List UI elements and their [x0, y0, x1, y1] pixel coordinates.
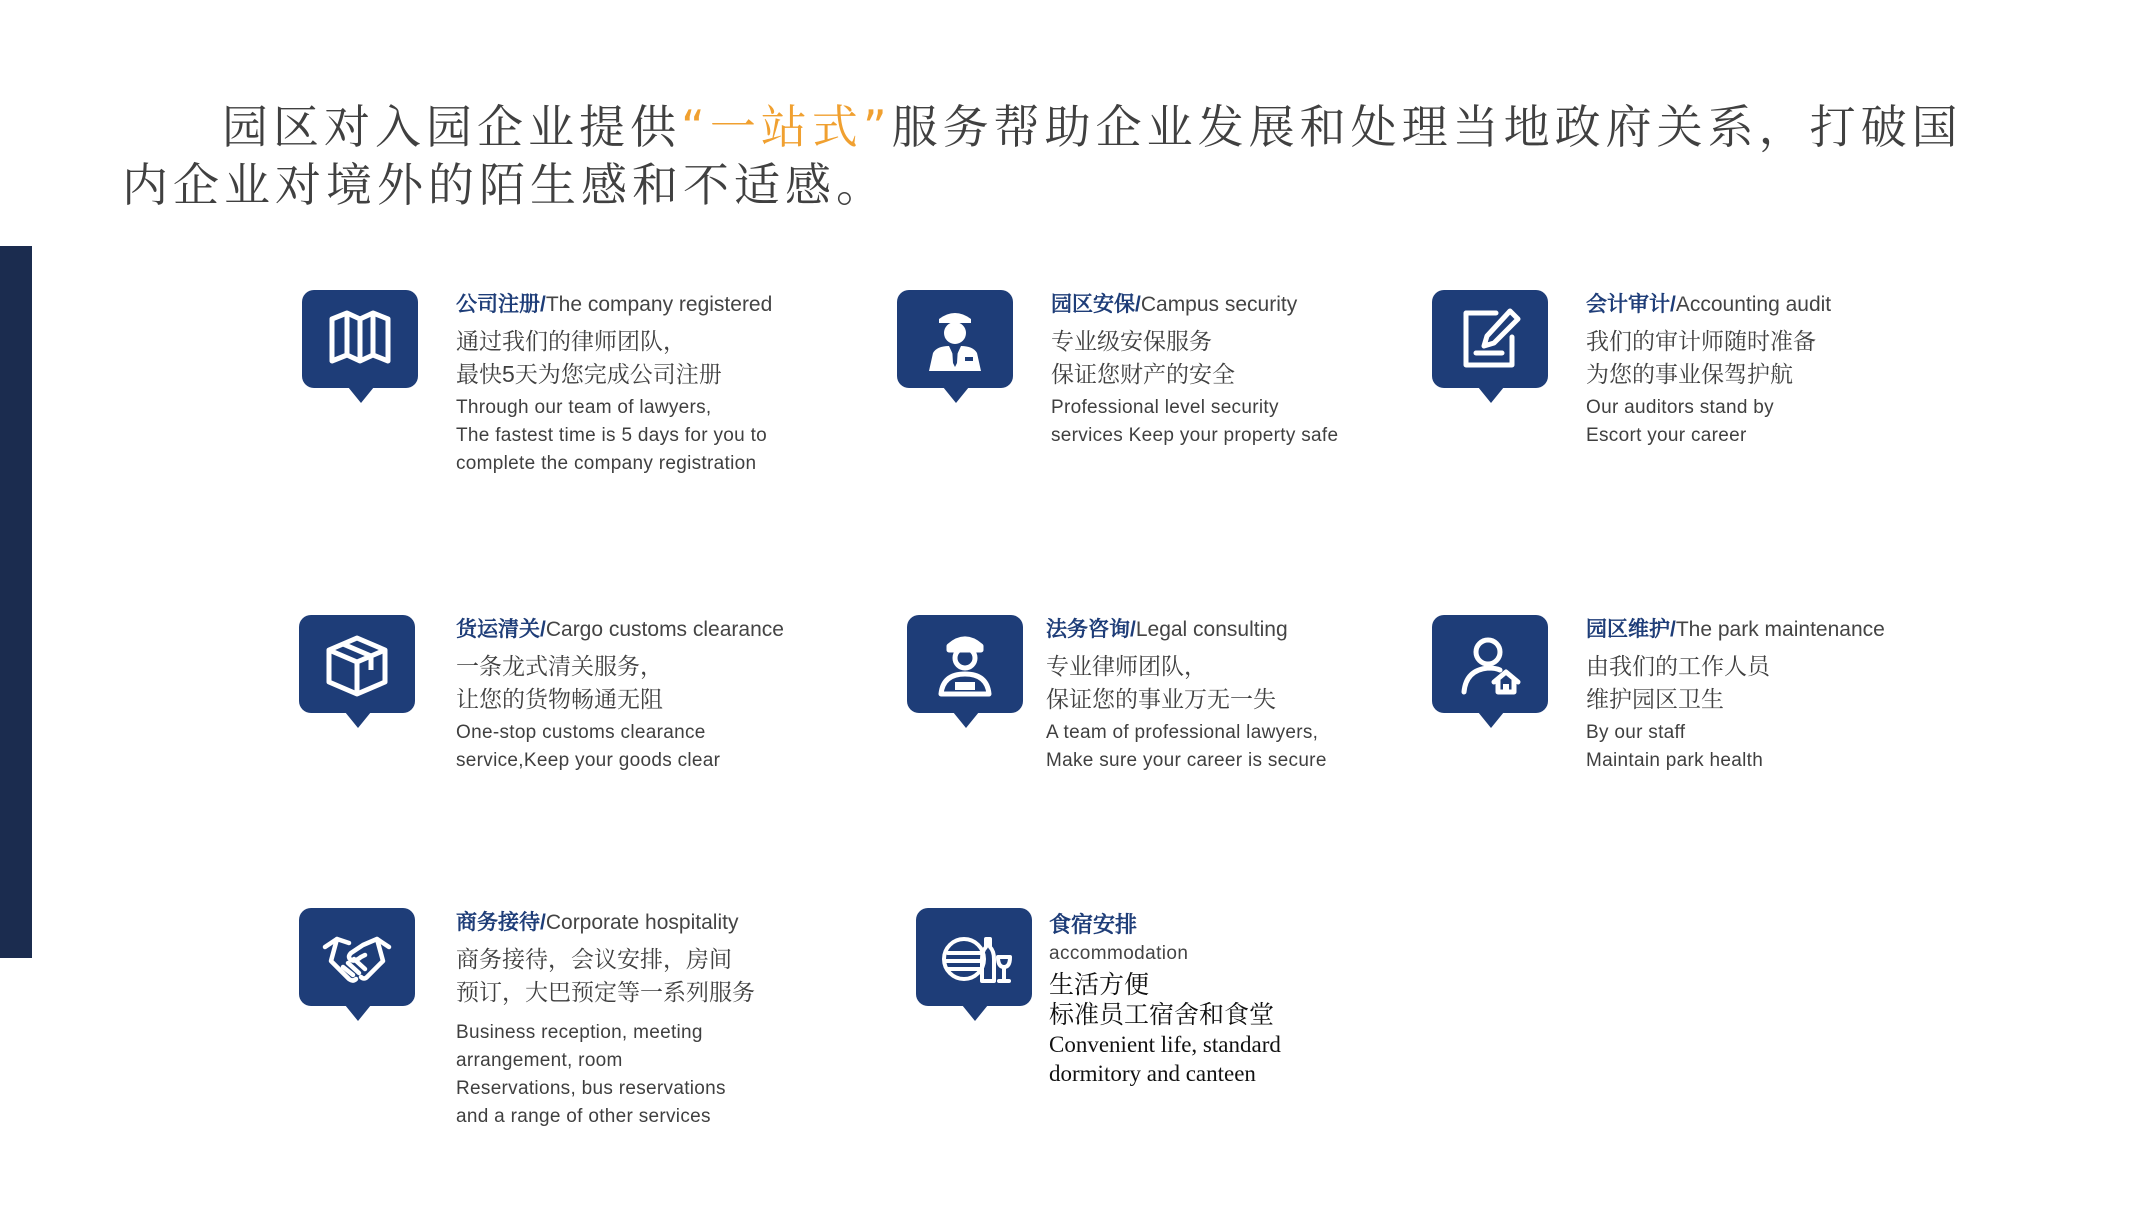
accommodation-desc-en: Convenient life, standard — [1049, 1032, 1281, 1057]
service-desc-en: Through our team of lawyers, — [456, 397, 712, 418]
service-desc-en: Business reception, meeting — [456, 1022, 703, 1043]
service-desc-cn: 专业级安保服务 — [1051, 328, 1212, 354]
service-desc-en: complete the company registration — [456, 453, 757, 474]
service-desc-cn: 保证您财产的安全 — [1051, 361, 1235, 387]
service-title-en: Accounting audit — [1675, 293, 1832, 316]
service-title-cn: 园区维护/ — [1586, 618, 1676, 641]
service-desc-cn: 维护园区卫生 — [1586, 686, 1724, 712]
service-desc-en: By our staff — [1586, 722, 1686, 743]
service-desc-en: Maintain park health — [1586, 750, 1764, 771]
handshake-icon — [299, 908, 415, 1006]
service-title-cn: 商务接待/ — [456, 911, 546, 934]
service-desc-en: Our auditors stand by — [1586, 397, 1774, 418]
service-desc-en: A team of professional lawyers, — [1046, 722, 1319, 743]
accommodation-desc-cn: 标准员工宿舍和食堂 — [1049, 1001, 1275, 1029]
open-book-icon — [302, 290, 418, 388]
service-desc-cn: 保证您的事业万无一失 — [1046, 686, 1276, 712]
service-title-cn: 法务咨询/ — [1046, 618, 1136, 641]
service-desc-cn: 由我们的工作人员 — [1586, 653, 1770, 679]
edit-document-icon — [1432, 290, 1548, 388]
service-desc-en: Professional level security — [1051, 397, 1279, 418]
dining-icon — [916, 908, 1032, 1006]
service-desc-en: and a range of other services — [456, 1106, 711, 1127]
security-guard-icon — [897, 290, 1013, 388]
left-accent-bar — [0, 246, 32, 958]
service-desc-en: One-stop customs clearance — [456, 722, 706, 743]
service-desc-en: services Keep your property safe — [1051, 425, 1339, 446]
service-title-en: Cargo customs clearance — [545, 618, 784, 641]
accommodation-desc-cn: 生活方便 — [1049, 971, 1150, 999]
service-desc-en: arrangement, room — [456, 1050, 623, 1071]
service-title-en: Campus security — [1140, 293, 1298, 316]
service-title-en: The company registered — [545, 293, 773, 316]
headline-text-start: 园区对入园企业提供 — [222, 100, 681, 154]
service-desc-en: Escort your career — [1586, 425, 1747, 446]
service-title-en: Legal consulting — [1135, 618, 1288, 641]
service-title-en: Corporate hospitality — [545, 911, 739, 934]
service-title-cn: 公司注册/ — [456, 293, 546, 316]
headline — [122, 98, 2002, 214]
service-title-cn: 会计审计/ — [1586, 293, 1676, 316]
service-desc-cn: 一条龙式清关服务， — [456, 653, 663, 679]
service-desc-cn: 通过我们的律师团队， — [456, 328, 686, 354]
service-desc-cn: 专业律师团队， — [1046, 653, 1207, 679]
accommodation-title-cn: 食宿安排 — [1049, 912, 1138, 937]
service-desc-en: Make sure your career is secure — [1046, 750, 1327, 771]
service-desc-en: service,Keep your goods clear — [456, 750, 721, 771]
service-title-cn: 园区安保/ — [1051, 293, 1141, 316]
maintenance-person-icon — [1432, 615, 1548, 713]
service-desc-cn: 最快5天为您完成公司注册 — [456, 361, 722, 387]
accommodation-desc-en: dormitory and canteen — [1049, 1061, 1256, 1086]
service-desc-cn: 商务接待，会议安排，房间 — [456, 946, 732, 972]
service-desc-cn: 让您的货物畅通无阻 — [456, 686, 663, 712]
cargo-box-icon — [299, 615, 415, 713]
service-desc-cn: 我们的审计师随时准备 — [1586, 328, 1816, 354]
headline-highlight: “一站式” — [681, 100, 892, 154]
legal-consultant-icon — [907, 615, 1023, 713]
service-title-cn: 货运清关/ — [456, 618, 546, 641]
headline-text-end: 服务帮助企业发展和处理当地政府关系，打破国内企业对境外的陌生感和不适感。 — [122, 100, 1963, 212]
service-desc-cn: 为您的事业保驾护航 — [1586, 361, 1793, 387]
accommodation-title-en: accommodation — [1049, 943, 1189, 964]
service-title-en: The park maintenance — [1675, 618, 1885, 641]
service-desc-en: The fastest time is 5 days for you to — [456, 425, 768, 446]
service-desc-cn: 预订，大巴预定等一系列服务 — [456, 979, 755, 1005]
service-desc-en: Reservations, bus reservations — [456, 1078, 726, 1099]
